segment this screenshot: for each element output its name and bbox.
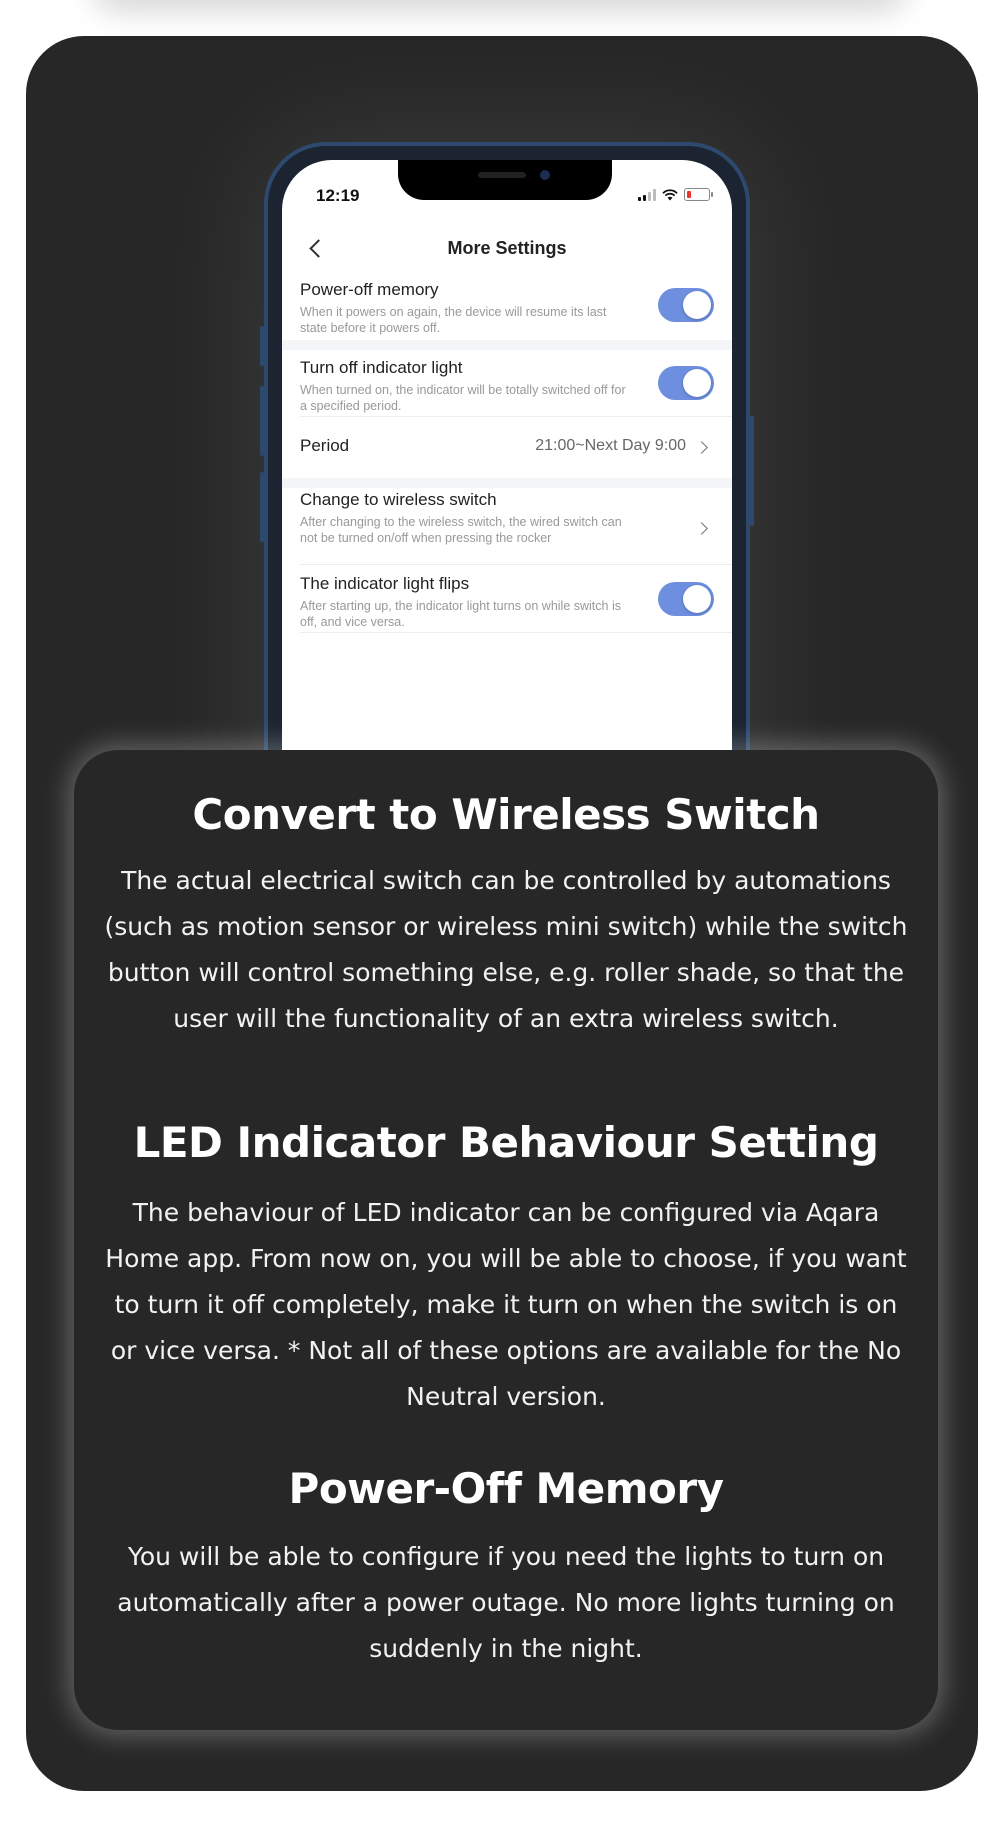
phone-side-button: [260, 326, 264, 366]
feature-card: [26, 36, 978, 1791]
section-title-led: LED Indicator Behaviour Setting: [133, 1118, 879, 1167]
section-title-wireless: Convert to Wireless Switch: [192, 790, 820, 839]
signal-icon: [638, 189, 656, 201]
setting-desc: After starting up, the indicator light turns on while switch is off, and vice versa.: [300, 599, 621, 629]
phone-volume-up: [260, 386, 264, 456]
row-divider: [300, 632, 732, 633]
row-divider: [300, 564, 732, 565]
setting-desc: When it powers on again, the device will resume its last state before it powers off.: [300, 305, 607, 335]
setting-title: Period: [300, 436, 350, 455]
turn-off-indicator-toggle[interactable]: [658, 366, 714, 400]
row-divider: [300, 416, 732, 417]
indicator-flips-toggle[interactable]: [658, 582, 714, 616]
battery-icon: [684, 188, 710, 201]
nav-bar: [282, 230, 732, 270]
setting-desc: After changing to the wireless switch, the wired switch can not be turned on/off when pressing the rocker: [300, 515, 622, 545]
status-icons: [638, 188, 710, 201]
phone-volume-down: [260, 472, 264, 542]
setting-title: Change to wireless switch: [300, 490, 497, 509]
setting-change-to-wireless[interactable]: [282, 490, 732, 546]
status-time: 12:19: [316, 186, 360, 205]
setting-title: Power-off memory: [300, 280, 439, 299]
section-separator: [282, 478, 732, 488]
section-separator: [282, 340, 732, 350]
setting-title: The indicator light flips: [300, 574, 470, 593]
phone-notch: [398, 160, 612, 200]
speaker-icon: [478, 172, 526, 178]
camera-icon: [540, 170, 550, 180]
setting-desc: When turned on, the indicator will be totally switched off for a specified period.: [300, 383, 626, 413]
period-value: 21:00~Next Day 9:00: [535, 437, 686, 454]
power-off-memory-toggle[interactable]: [658, 288, 714, 322]
section-body-wireless: The actual electrical switch can be controlled by automations (such as motion sensor or wireless mini switch) while the switch button will control something else, e.g. roller shade, so that the user will the functionality of an extra wireless switch.: [104, 866, 908, 1033]
text-panel: [74, 750, 938, 1730]
setting-title: Turn off indicator light: [300, 358, 463, 377]
nav-title: More Settings: [447, 238, 567, 258]
phone-power-button: [750, 416, 754, 526]
wifi-icon: [662, 189, 678, 201]
section-body-memory: You will be able to configure if you need the lights to turn on automatically after a power outage. No more lights turning on suddenly in the night.: [117, 1542, 895, 1663]
section-title-memory: Power-Off Memory: [288, 1464, 724, 1513]
section-body-led: The behaviour of LED indicator can be configured via Aqara Home app. From now on, you will be able to choose, if you want to turn it off completely, make it turn on when the switch is on or vice versa. * Not all of these options are available for the No Neutral version.: [105, 1198, 907, 1411]
